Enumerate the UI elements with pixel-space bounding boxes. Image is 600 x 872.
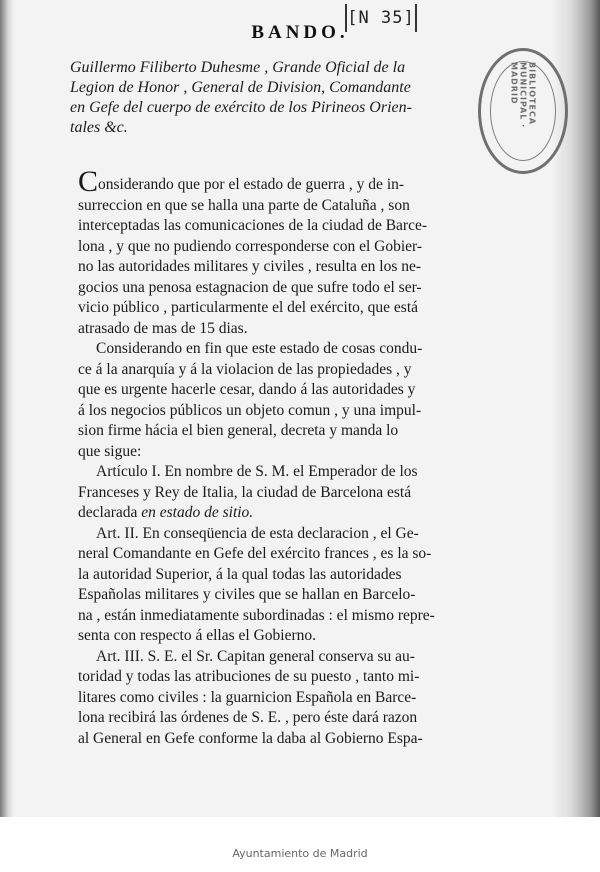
intro-line: en Gefe del cuerpo de exército de los Pirineos Orien- — [70, 99, 412, 116]
article-1-line — [78, 503, 550, 524]
paragraph-1-line: surreccion en que se halla una parte de Cataluña , son — [78, 196, 410, 214]
paragraph-1-first-text: onsiderando que por el estado de guerra , y de in- — [98, 176, 405, 193]
page-edge-shadow-left — [0, 0, 14, 872]
viewer-footer-band — [0, 817, 600, 872]
paragraph-1-line: no las autoridades militares y civiles , resulta en los ne- — [78, 258, 422, 275]
paragraph-2-line: á los negocios públicos un objeto comun , y una impul- — [78, 401, 422, 419]
intro-line: Legion de Honor , General de Division, Comandante — [70, 79, 411, 96]
call-number: [N 35] — [345, 4, 417, 32]
library-stamp — [478, 48, 568, 174]
article-2-line: Art. II. En conseqüencia de esta declaracion , el Ge- — [96, 524, 419, 542]
article-1-line: Franceses y Rey de Italia, la ciudad de Barcelona está — [78, 483, 412, 501]
paragraph-1-line: atrasado de mas de 15 dias. — [78, 319, 248, 337]
article-3-line: al General en Gefe conforme la daba al Gobierno Espa- — [78, 729, 423, 747]
article-1-line: Artículo I. En nombre de S. M. el Emperador de los — [96, 463, 418, 480]
document-body — [78, 165, 550, 749]
document-title: BANDO. — [251, 22, 349, 43]
intro-line: Guillermo Filiberto Duhesme , Grande Oficial de la — [70, 59, 406, 76]
footer-credit: Ayuntamiento de Madrid — [232, 847, 368, 860]
article-3-line: lona recibirá las órdenes de S. E. , pero éste dará razon — [78, 709, 418, 726]
article-3-line: litares como civiles : la guarnicion Española en Barce- — [78, 688, 417, 706]
paragraph-1-line: gocios una penosa estagnacion de que sufre todo el ser- — [78, 278, 422, 296]
article-2-line: senta con respecto á ellas el Gobierno. — [78, 627, 317, 644]
paragraph-1-line: interceptadas las comunicaciones de la ciudad de Barce- — [78, 217, 428, 234]
library-stamp-text: BIBLIOTECA MUNICIPAL · MADRID — [490, 61, 556, 161]
paragraph-2-line: ce á la anarquía y á la violacion de las propiedades , y — [78, 360, 412, 378]
paragraph-1-line: lona , y que no pudiendo corresponderse con el Gobier- — [78, 237, 423, 255]
paragraph-1-line — [78, 165, 550, 198]
article-2-line: neral Comandante en Gefe del exército frances , es la so- — [78, 545, 432, 562]
article-1-last-plain: declarada — [78, 504, 142, 521]
article-2-line: Españolas militares y civiles que se hallan en Barcelo- — [78, 586, 416, 603]
article-2-line: la autoridad Superior, á la qual todas las autoridades — [78, 565, 402, 583]
paragraph-2-line: que sigue: — [78, 442, 142, 460]
paragraph-2-line: Considerando en fin que este estado de cosas condu- — [96, 340, 423, 357]
intro-heading — [70, 58, 540, 138]
article-1-last-italic: en estado de sitio. — [141, 504, 254, 521]
paragraph-1-line: vicio público , particularmente el del exército, que está — [78, 299, 419, 316]
drop-cap: C — [78, 165, 99, 198]
intro-line: tales &c. — [70, 119, 128, 136]
paragraph-2-line: que es urgente hacerle cesar, dando á las autoridades y — [78, 381, 416, 398]
paragraph-2-line: sion firme hácia el bien general, decreta y manda lo — [78, 422, 399, 439]
article-3-line: toridad y todas las atribuciones de su puesto , tanto mi- — [78, 668, 420, 685]
article-3-line: Art. III. S. E. el Sr. Capitan general conserva su au- — [96, 647, 415, 665]
article-2-line: na , están inmediatamente subordinadas : el mismo repre- — [78, 606, 435, 624]
